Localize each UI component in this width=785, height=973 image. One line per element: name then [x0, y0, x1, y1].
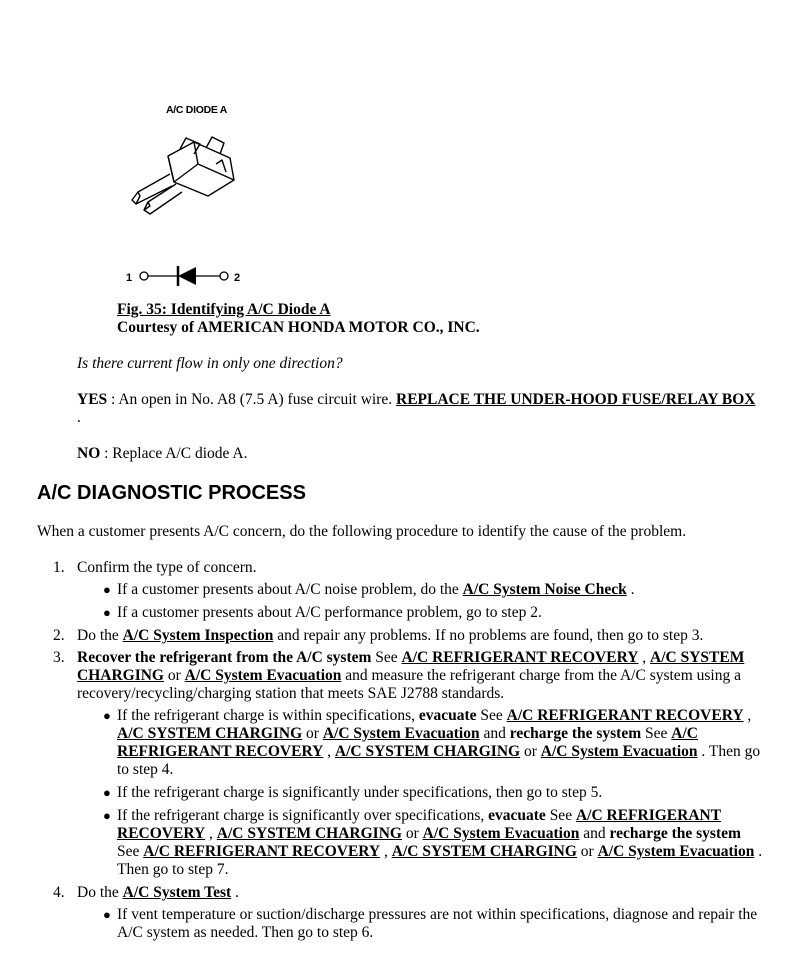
pin-1-label: 1 — [126, 272, 133, 284]
bullet-item: ● If the refrigerant charge is significantly under specifications, then go to step 5. — [103, 784, 603, 801]
pin-2-label: 2 — [234, 272, 241, 284]
evacuation-link[interactable]: A/C System Evacuation — [322, 725, 480, 742]
diode-symbol — [122, 262, 252, 290]
charging-link[interactable]: A/C SYSTEM CHARGING — [117, 725, 303, 742]
inspection-link[interactable]: A/C System Inspection — [122, 627, 274, 644]
section-title: A/C DIAGNOSTIC PROCESS — [37, 482, 306, 504]
step-1-bullets — [77, 581, 767, 622]
evacuation-link[interactable]: A/C System Evacuation — [184, 667, 342, 684]
bullet-item: ● If vent temperature or suction/discharge pressures are not within specifications, diagnose and repair the A/C system as needed. Then go to step 6. — [103, 906, 758, 941]
bullet-dot: ● — [103, 785, 111, 800]
bullet-item: ● If the refrigerant charge is within specifications, evacuate See A/C REFRIGERANT RECOVERY , A/C SYSTEM CHARGING or A/C System Evacuation and recharge the system See A/C REFRIGERANT RECOVERY , A/C SYSTEM CHARGING or A/C System Evacuation . Then go to step 4. — [103, 707, 761, 778]
yes-label: YES — [77, 391, 108, 408]
bullet-dot: ● — [103, 907, 111, 922]
yes-text: : An open in No. A8 (7.5 A) fuse circuit wire. — [107, 391, 397, 408]
yes-answer — [77, 391, 757, 427]
diode-connector-illustration — [124, 128, 242, 220]
step-number: 3. — [53, 649, 65, 666]
noise-check-link[interactable]: A/C System Noise Check — [462, 581, 627, 598]
bullet-item: ● If a customer presents about A/C performance problem, go to step 2. — [103, 604, 542, 621]
charging-link[interactable]: A/C SYSTEM CHARGING — [216, 825, 402, 842]
step-number: 2. — [53, 627, 65, 644]
step-2: 2. Do the A/C System Inspection and repair any problems. If no problems are found, then go to step 3. — [53, 627, 704, 644]
bullet-item: ● If the refrigerant charge is significantly over specifications, evacuate See A/C REFRIGERANT RECOVERY , A/C SYSTEM CHARGING or A/C System Evacuation and recharge the system See A/C REFRIGERANT RECOVERY , A/C SYSTEM CHARGING or A/C System Evacuation . Then go to step 7. — [103, 807, 763, 878]
figure-caption — [117, 301, 480, 337]
step-text: Confirm the type of concern. — [77, 559, 257, 576]
bullet-dot: ● — [103, 708, 111, 723]
step-4-bullets — [77, 906, 767, 942]
evacuation-link[interactable]: A/C System Evacuation — [540, 743, 698, 760]
bullet-dot: ● — [103, 605, 111, 620]
recovery-link[interactable]: A/C REFRIGERANT RECOVERY — [117, 725, 698, 760]
figure-title: A/C DIODE A — [166, 104, 228, 116]
step-number: 1. — [53, 559, 65, 576]
bullet-dot: ● — [103, 808, 111, 823]
charging-link[interactable]: A/C SYSTEM CHARGING — [334, 743, 521, 760]
step-number: 4. — [53, 884, 65, 901]
recovery-link[interactable]: A/C REFRIGERANT RECOVERY — [401, 649, 639, 666]
intro-paragraph: When a customer presents A/C concern, do the following procedure to identify the cause of the problem. — [37, 523, 687, 540]
step-1 — [37, 559, 767, 622]
no-answer — [77, 445, 247, 463]
no-label: NO — [77, 445, 101, 462]
figure-caption-title[interactable]: Fig. 35: Identifying A/C Diode A — [117, 301, 331, 318]
recovery-link[interactable]: A/C REFRIGERANT RECOVERY — [506, 707, 744, 724]
recovery-link[interactable]: A/C REFRIGERANT RECOVERY — [143, 843, 381, 860]
evacuation-link[interactable]: A/C System Evacuation — [597, 843, 755, 860]
charging-link[interactable]: A/C SYSTEM CHARGING — [77, 649, 745, 684]
step-3: 3. Recover the refrigerant from the A/C system See A/C REFRIGERANT RECOVERY , A/C SYSTEM CHARGING or A/C System Evacuation and measure the refrigerant charge from the A/C system using a recovery/recycling/charging station that meets SAE J2788 standards. ● If the refrigerant charge is within specifications, evacuate See A/C REFRIGERANT RECOVERY , A/C SYSTEM CHARGING or A/C System Evacuation and recharge the system See A/C REFRIGERANT RECOVERY , A/C SYSTEM CHARGING or A/C System Evacuation . Then go to step 4. ● If the refrigerant charge is significantly under specifications, then go to step 5. ● If the refrigerant charge is significantly over specifications, evacuate See A/C REFRIGERANT RECOVERY , A/C SYSTEM CHARGING or A/C System Evacuation and recharge the system See A/C REFRIGERANT RECOVERY , A/C SYSTEM CHARGING or A/C System Evacuation . Then go to step 7. — [37, 649, 767, 879]
yes-end: . — [77, 409, 81, 426]
bullet-item: ● If a customer presents about A/C noise problem, do the A/C System Noise Check . — [103, 581, 635, 598]
figure-caption-credit: Courtesy of AMERICAN HONDA MOTOR CO., INC. — [117, 319, 480, 336]
procedure-steps — [37, 559, 767, 947]
recovery-link[interactable]: A/C REFRIGERANT RECOVERY — [117, 807, 722, 842]
bullet-dot: ● — [103, 582, 111, 597]
replace-fuse-box-link[interactable]: REPLACE THE UNDER-HOOD FUSE/RELAY BOX — [396, 391, 756, 408]
step-4: 4. Do the A/C System Test . ● If vent temperature or suction/discharge pressures are not within specifications, diagnose and repair the A/C system as needed. Then go to step 6. — [37, 884, 767, 942]
no-text: : Replace A/C diode A. — [100, 445, 248, 462]
charging-link[interactable]: A/C SYSTEM CHARGING — [391, 843, 577, 860]
question-text: Is there current flow in only one direction? — [77, 355, 343, 372]
system-test-link[interactable]: A/C System Test — [122, 884, 232, 901]
step-3-bullets — [77, 707, 767, 879]
evacuation-link[interactable]: A/C System Evacuation — [422, 825, 580, 842]
